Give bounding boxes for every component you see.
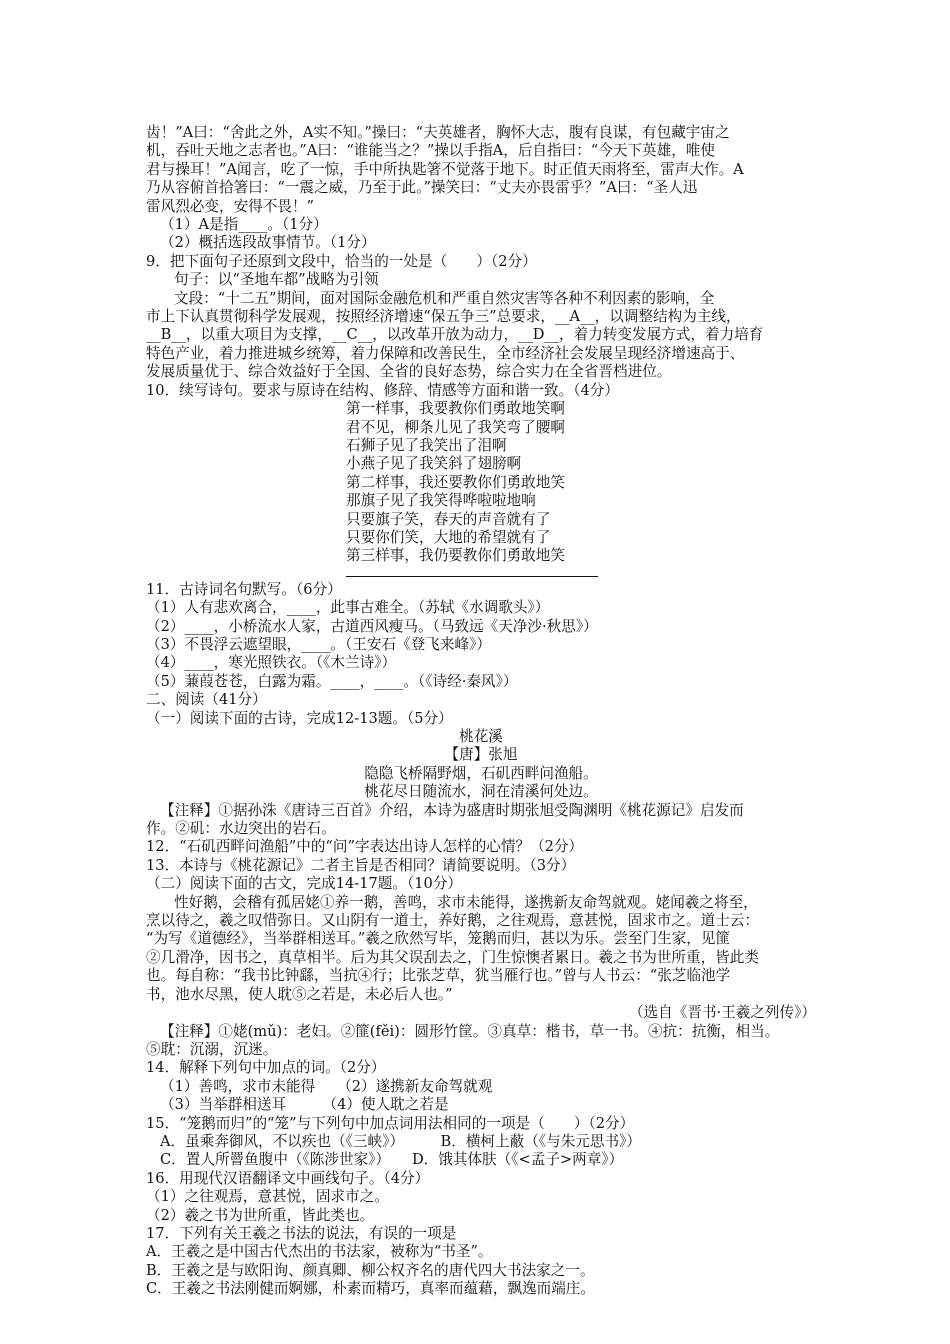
passage-line: 机，吞吐天地之志者也。”A曰：“谁能当之？”操以手指A，后自指曰：“今天下英雄，唯使	[146, 142, 715, 160]
q11-item: （1）人有悲欢离合，____，此事古难全。（苏轼《水调歌头》）	[146, 599, 550, 617]
poem-line: 桃花尽日随流水，洞在清溪何处边。	[364, 783, 598, 801]
classical-line: 烹以待之，羲之叹惜弥日。又山阴有一道士，养好鹅，之往观焉，意甚悦，固求市之。道士云：	[146, 912, 759, 930]
part2-heading: （二）阅读下面的古文，完成14-17题。（10分）	[146, 875, 463, 893]
classical-line: 书，池水尽黑，使人耽⑤之若是，未必后人也。”	[146, 985, 453, 1003]
q15-stem: 15．“笼鹅而归”的“笼”与下列句中加点词用法相同的一项是（ ）（2分）	[146, 1114, 635, 1132]
q10-poem	[146, 400, 816, 577]
q17-option: A．王羲之是中国古代杰出的书法家，被称为“书圣”。	[146, 1243, 493, 1261]
q13: 13．本诗与《桃花源记》二者主旨是否相同？请简要说明。（3分）	[146, 856, 576, 874]
classical-line: 也。每自称：“我书比钟繇，当抗④行；比张芝草，犹当雁行也。”曾与人书云：“张芝临池学	[146, 967, 731, 985]
poem-note: 【注释】①据孙洙《唐诗三百首》介绍，本诗为盛唐时期张旭受陶渊明《桃花源记》启发而	[160, 801, 744, 819]
q17-option: B．王羲之是与欧阳询、颜真卿、柳公权齐名的唐代四大书法家之一。	[146, 1261, 595, 1279]
q9-sentence: 句子：以“圣地车都”战略为引领	[174, 271, 379, 289]
q11-item: （3）不畏浮云遮望眼，____。（王安石《登飞来峰》）	[146, 635, 491, 653]
poem-line: 第一样事，我要教你们勇敢地笑啊	[346, 400, 565, 418]
q10-stem: 10．续写诗句。要求与原诗在结构、修辞、情感等方面和谐一致。（4分）	[146, 381, 619, 399]
poem-line: 君不见，柳条儿见了我笑弯了腰啊	[346, 418, 565, 436]
q17-option: C．王羲之书法刚健而婀娜，朴素而精巧，真率而蕴藉，飘逸而端庄。	[146, 1280, 595, 1298]
q9-text-line: 特色产业，着力推进城乡统筹，着力保障和改善民生，全市经济社会发展呈现经济增速高于、	[146, 344, 745, 362]
q12: 12．“石矶西畔问渔船”中的“问”字表达出诗人怎样的心情？（2分）	[146, 838, 584, 856]
classical-line: “为写《道德经》，当举群相送耳。”羲之欣然写毕，笼鹅而归，甚以为乐。尝至门生家，见篚	[146, 930, 731, 948]
q11-stem: 11．古诗词名句默写。（6分）	[146, 580, 342, 598]
classical-note: 【注释】①姥(mǔ)：老妇。②篚(fěi)：圆形竹筐。③真草：楷书，草一书。④抗：抗衡，相当。	[160, 1022, 780, 1040]
poem-line: 那旗子见了我笑得哗啦啦地响	[346, 492, 536, 510]
q8-sub-1: （1）A是指____。（1分）	[160, 216, 328, 234]
classical-line: ②几滑净，因书之，真草相半。后为其父误刮去之，门生惊懊者累日。羲之书为世所重，皆此类	[146, 948, 759, 966]
q16-stem: 16．用现代汉语翻译文中画线句子。（4分）	[146, 1169, 430, 1187]
source-citation: （选自《晋书·王羲之列传》）	[628, 1004, 816, 1022]
q8-sub-2: （2）概括选段故事情节。（1分）	[160, 234, 376, 252]
classical-note: ⑤耽：沉溺，沉迷。	[146, 1040, 278, 1058]
poem-line: 小燕子见了我笑斜了翅膀啊	[346, 455, 522, 473]
page-content	[146, 124, 816, 1299]
poem-note: 作。②矶：水边突出的岩石。	[146, 820, 336, 838]
section-title: 二、阅读（41分）	[146, 691, 267, 709]
q11-item: （4）____，寒光照铁衣。（《木兰诗》）	[146, 654, 397, 672]
q14-stem: 14．解释下列句中加点的词。（2分）	[146, 1059, 386, 1077]
q14-row: （1）善鸣，求市未能得 （2）遂携新友命驾就观	[160, 1077, 493, 1095]
q11-item: （5）蒹葭苍苍，白露为霜。____，____。（《诗经·秦风》）	[146, 672, 518, 690]
q9-text-line: 市上下认真贯彻科学发展观，按照经济增速“保五争三”总要求，__A__，以调整结构为主线，	[146, 308, 741, 326]
passage-line: 乃从容俯首拾箸曰：“一震之威，乃至于此。”操笑曰：“丈夫亦畏雷乎？”A曰：“圣人迅	[146, 179, 698, 197]
q9-text-line: 发展质量优于、综合效益好于全国、全省的良好态势，综合实力在全省晋档进位。	[146, 363, 672, 381]
q15-options: A．虽乘奔御风，不以疾也（《三峡》） B．横柯上蔽（《与朱元思书》）	[160, 1132, 641, 1150]
part1-heading: （一）阅读下面的古诗，完成12-13题。（5分）	[146, 709, 453, 727]
poem-line: 石狮子见了我笑出了泪啊	[346, 436, 507, 454]
passage-line: 雷风烈必变，安得不畏！”	[146, 197, 314, 215]
q16-item: （2）羲之书为世所重，皆此类也。	[146, 1206, 375, 1224]
poem-line: 第二样事，我还要教你们勇敢地笑	[346, 473, 565, 491]
q11-item: （2）____，小桥流水人家，古道西风瘦马。（马致远《天净沙·秋思》）	[146, 617, 598, 635]
q14-row: （3）当举群相送耳 （4）使人耽之若是	[160, 1096, 449, 1114]
poem-line: 只要你们笑，大地的希望就有了	[346, 528, 551, 546]
poem-line: 隐隐飞桥隔野烟，石矶西畔问渔船。	[364, 764, 598, 782]
q9-text-line: 文段：“十二五”期间，面对国际金融危机和严重自然灾害等各种不利因素的影响，全	[174, 289, 715, 307]
answer-blank-line[interactable]	[346, 576, 598, 577]
q17-stem: 17．下列有关王羲之书法的说法，有误的一项是	[146, 1224, 457, 1242]
passage-top	[146, 124, 816, 216]
passage-line: 齿！”A曰：“舍此之外，A实不知。”操曰：“夫英雄者，胸怀大志，腹有良谋，有包藏宇宙之	[146, 124, 730, 141]
q15-options: C．置人所罾鱼腹中（《陈涉世家》） D．饿其体肤（《<孟子>两章》）	[160, 1151, 624, 1169]
poem-author: 【唐】张旭	[444, 746, 518, 764]
poem-line: 第三样事，我仍要教你们勇敢地笑	[346, 547, 565, 565]
poem-line: 只要旗子笑，春天的声音就有了	[346, 510, 551, 528]
q9-stem: 9．把下面句子还原到文段中，恰当的一处是（ ）（2分）	[146, 252, 537, 270]
passage-line: 君与操耳！”A闻言，吃了一惊，手中所执匙箸不觉落于地下。时正值天雨将至，雷声大作。A	[146, 160, 744, 178]
poem-title: 桃花溪	[459, 728, 503, 745]
q9-text-line: __B__，以重大项目为支撑，__C__，以改革开放为动力，__D__，着力转变发展方式，着力培育	[146, 326, 764, 344]
classical-line: 性好鹅，会稽有孤居姥①养一鹅，善鸣，求市未能得，遂携新友命驾就观。姥闻羲之将至，	[174, 893, 758, 911]
q16-item: （1）之往观焉，意甚悦，固求市之。	[146, 1188, 389, 1206]
